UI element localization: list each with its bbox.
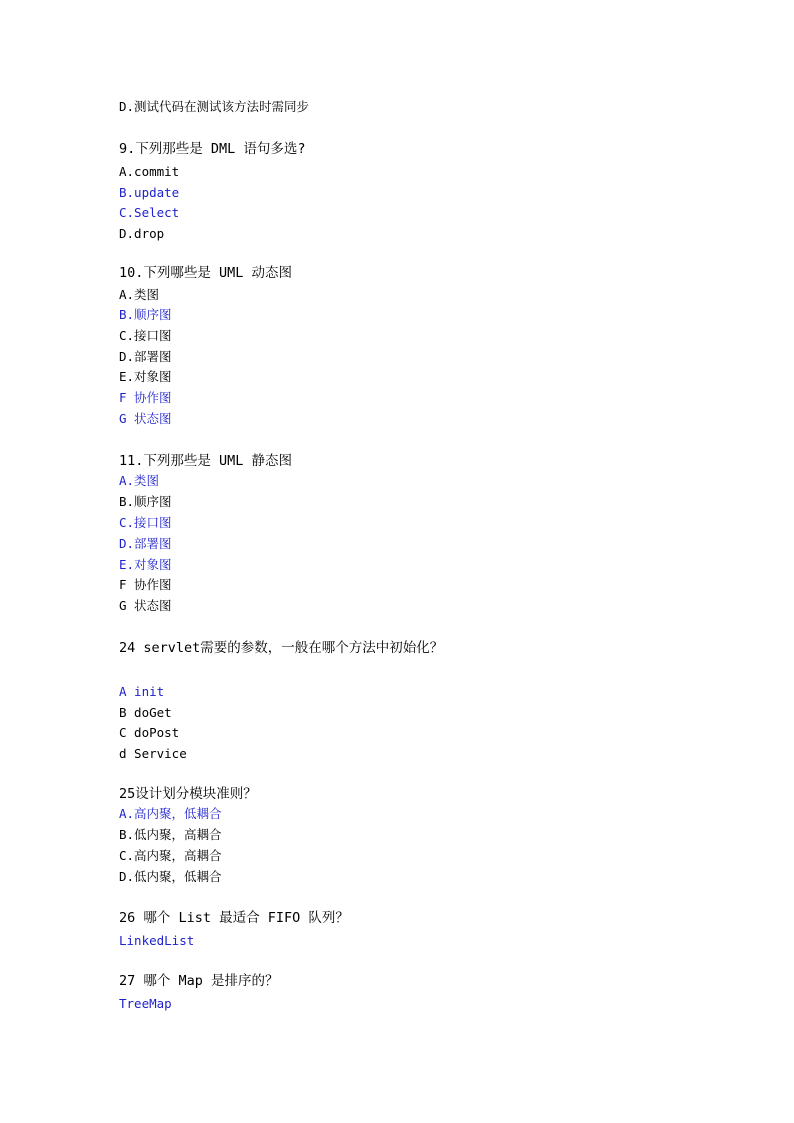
q11-option-f: F 协作图: [119, 577, 172, 592]
q10-question: 10.下列哪些是 UML 动态图: [119, 265, 293, 281]
q8-option-d: D.测试代码在测试该方法时需同步: [119, 99, 310, 114]
q10-option-e: E.对象图: [119, 369, 172, 384]
q11-question: 11.下列那些是 UML 静态图: [119, 453, 293, 469]
q24-option-d: d Service: [119, 746, 187, 761]
q10-option-b: B.顺序图: [119, 307, 172, 322]
q24-question: 24 servlet需要的参数，一般在哪个方法中初始化？: [119, 640, 444, 656]
q25-question: 25设计划分模块准则？: [119, 786, 257, 802]
q27-answer: TreeMap: [119, 996, 172, 1011]
q25-option-c: C.高内聚，高耦合: [119, 848, 222, 863]
q27-question: 27 哪个 Map 是排序的？: [119, 973, 279, 989]
q24-option-b: B doGet: [119, 705, 172, 720]
q11-option-e: E.对象图: [119, 557, 172, 572]
q10-option-g: G 状态图: [119, 411, 172, 426]
q10-option-a: A.类图: [119, 287, 160, 302]
q11-option-d: D.部署图: [119, 536, 172, 551]
q9-option-d: D.drop: [119, 226, 165, 241]
q25-option-d: D.低内聚，低耦合: [119, 869, 222, 884]
q10-option-d: D.部署图: [119, 349, 172, 364]
q26-answer: LinkedList: [119, 933, 195, 948]
q11-option-a: A.类图: [119, 473, 160, 488]
q24-option-c: C doPost: [119, 725, 180, 740]
q10-option-c: C.接口图: [119, 328, 172, 343]
q9-option-c: C.Select: [119, 205, 180, 220]
q11-option-c: C.接口图: [119, 515, 172, 530]
q9-question: 9.下列那些是 DML 语句多选?: [119, 141, 306, 157]
q11-option-g: G 状态图: [119, 598, 172, 613]
q26-question: 26 哪个 List 最适合 FIFO 队列？: [119, 910, 349, 926]
q24-option-a: A init: [119, 684, 165, 699]
q9-option-b: B.update: [119, 185, 180, 200]
q9-option-a: A.commit: [119, 164, 180, 179]
q25-option-a: A.高内聚，低耦合: [119, 806, 222, 821]
q25-option-b: B.低内聚，高耦合: [119, 827, 222, 842]
q10-option-f: F 协作图: [119, 390, 172, 405]
q11-option-b: B.顺序图: [119, 494, 172, 509]
